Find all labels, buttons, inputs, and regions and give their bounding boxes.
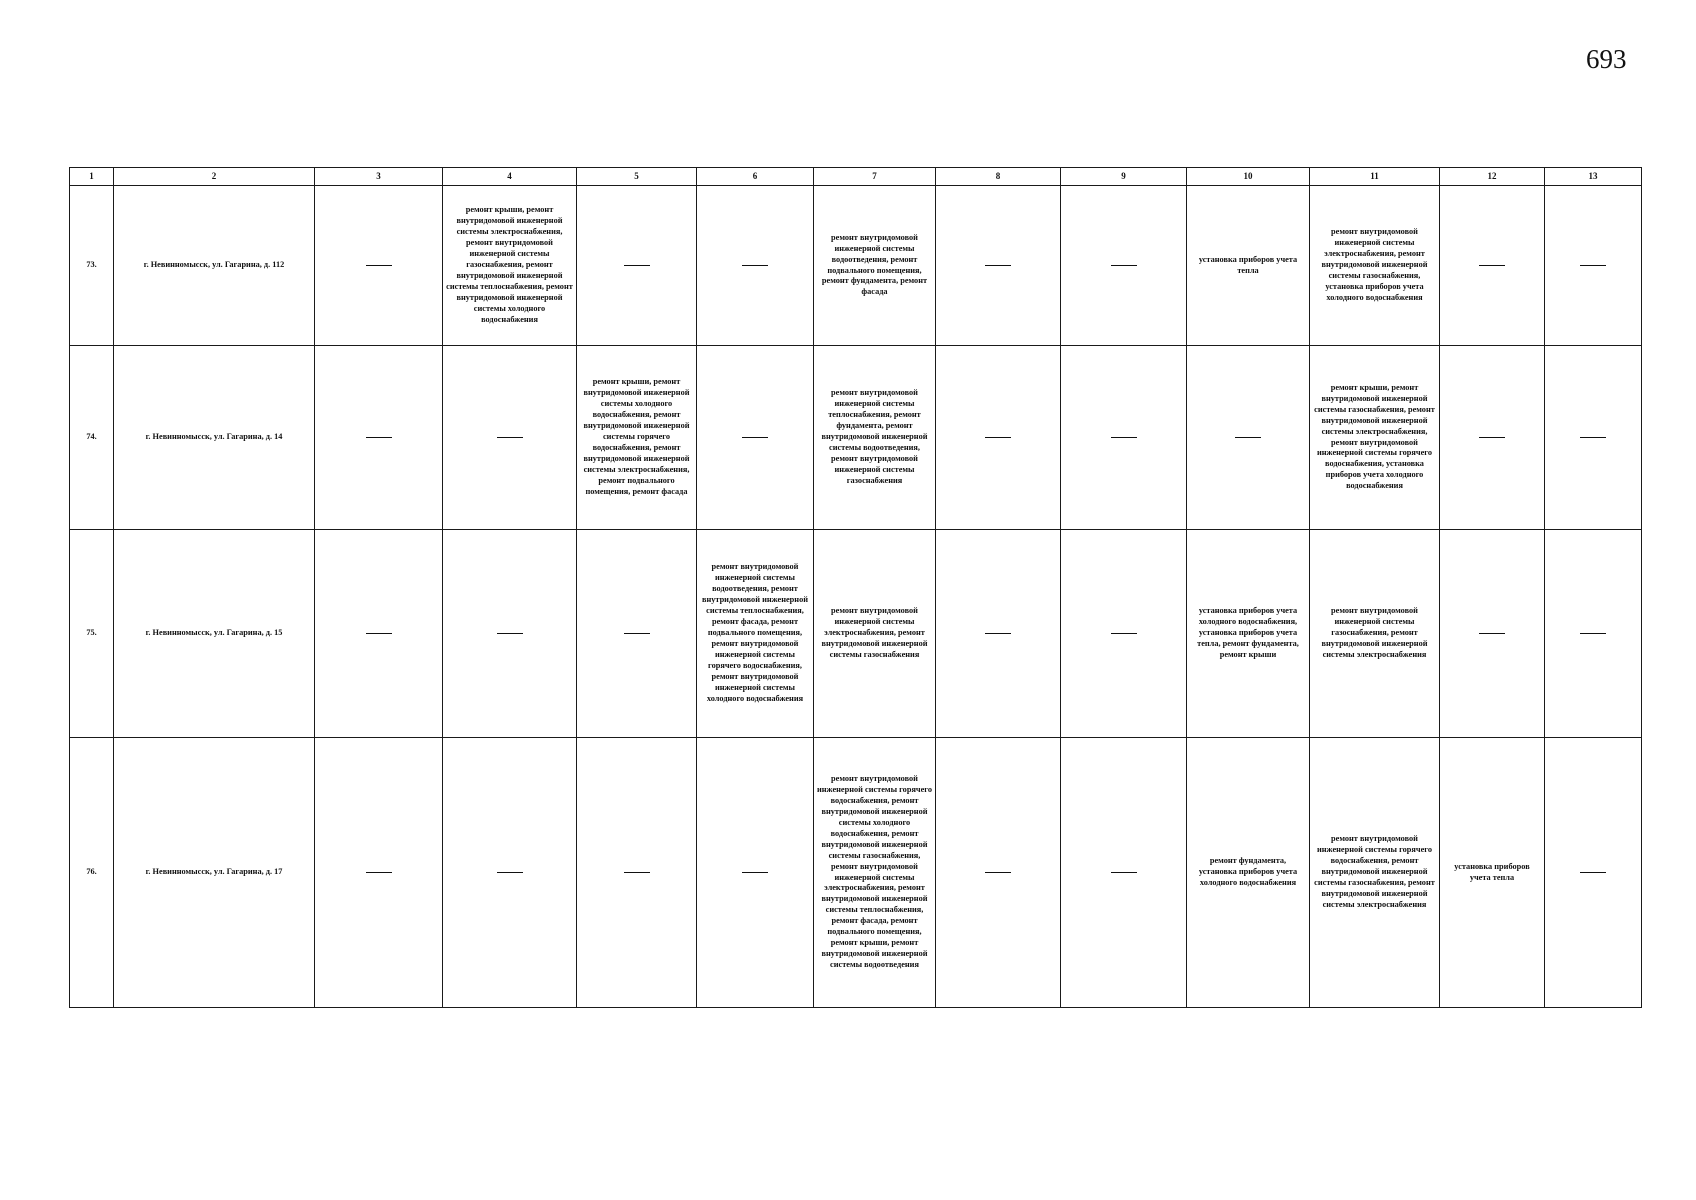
- dash-cell: [936, 530, 1061, 738]
- row-number: 74.: [70, 346, 114, 530]
- dash-cell: [1061, 186, 1187, 346]
- dash-mark: [742, 437, 768, 438]
- row-number: 76.: [70, 738, 114, 1008]
- address-cell: г. Невинномысск, ул. Гагарина, д. 112: [114, 186, 315, 346]
- address-cell: г. Невинномысск, ул. Гагарина, д. 14: [114, 346, 315, 530]
- dash-cell: [1061, 346, 1187, 530]
- column-header: 12: [1440, 168, 1545, 186]
- dash-mark: [1580, 633, 1606, 634]
- dash-mark: [1580, 872, 1606, 873]
- dash-cell: [577, 530, 697, 738]
- works-cell: ремонт внутридомовой инженерной системы газоснабжения, ремонт внутридомовой инженерной системы электроснабжения: [1310, 530, 1440, 738]
- column-header: 2: [114, 168, 315, 186]
- dash-cell: [443, 346, 577, 530]
- works-cell: ремонт внутридомовой инженерной системы теплоснабжения, ремонт фундамента, ремонт внутридомовой инженерной системы водоотведения, ремонт внутридомовой инженерной системы газоснабжения: [814, 346, 936, 530]
- dash-mark: [1235, 437, 1261, 438]
- dash-mark: [366, 265, 392, 266]
- table-row: [70, 186, 1642, 346]
- dash-cell: [1440, 186, 1545, 346]
- works-cell: ремонт внутридомовой инженерной системы водоотведения, ремонт подвального помещения, ремонт фундамента, ремонт фасада: [814, 186, 936, 346]
- dash-cell: [577, 186, 697, 346]
- works-cell: установка приборов учета холодного водоснабжения, установка приборов учета тепла, ремонт фундамента, ремонт крыши: [1187, 530, 1310, 738]
- dash-mark: [497, 872, 523, 873]
- dash-cell: [1440, 530, 1545, 738]
- dash-cell: [1545, 738, 1642, 1008]
- dash-mark: [366, 437, 392, 438]
- page-number: 693: [1586, 44, 1627, 74]
- dash-mark: [624, 633, 650, 634]
- column-number-row: [70, 168, 1642, 186]
- dash-cell: [1061, 530, 1187, 738]
- dash-mark: [1479, 437, 1505, 438]
- dash-cell: [1187, 346, 1310, 530]
- column-header: 5: [577, 168, 697, 186]
- dash-cell: [936, 186, 1061, 346]
- works-cell: ремонт внутридомовой инженерной системы водоотведения, ремонт внутридомовой инженерной системы теплоснабжения, ремонт фасада, ремонт подвального помещения, ремонт внутридомовой инженерной системы горячего водоснабжения, ремонт внутридомовой инженерной системы холодного водоснабжения: [697, 530, 814, 738]
- column-header: 1: [70, 168, 114, 186]
- column-header: 10: [1187, 168, 1310, 186]
- works-cell: установка приборов учета тепла: [1187, 186, 1310, 346]
- works-cell: установка приборов учета тепла: [1440, 738, 1545, 1008]
- table-row: [70, 738, 1642, 1008]
- dash-cell: [936, 346, 1061, 530]
- works-cell: ремонт фундамента, установка приборов учета холодного водоснабжения: [1187, 738, 1310, 1008]
- column-header: 6: [697, 168, 814, 186]
- row-number: 75.: [70, 530, 114, 738]
- works-cell: ремонт крыши, ремонт внутридомовой инженерной системы холодного водоснабжения, ремонт внутридомовой инженерной системы горячего водоснабжения, ремонт внутридомовой инженерной системы электроснабжения, ремонт подвального помещения, ремонт фасада: [577, 346, 697, 530]
- column-header: 13: [1545, 168, 1642, 186]
- dash-cell: [315, 186, 443, 346]
- dash-mark: [1111, 872, 1137, 873]
- row-number: 73.: [70, 186, 114, 346]
- dash-mark: [624, 872, 650, 873]
- dash-mark: [1479, 633, 1505, 634]
- works-cell: ремонт внутридомовой инженерной системы электроснабжения, ремонт внутридомовой инженерной системы газоснабжения: [814, 530, 936, 738]
- table-row: [70, 346, 1642, 530]
- dash-mark: [742, 265, 768, 266]
- dash-mark: [1479, 265, 1505, 266]
- works-cell: ремонт внутридомовой инженерной системы электроснабжения, ремонт внутридомовой инженерной системы газоснабжения, установка приборов учета холодного водоснабжения: [1310, 186, 1440, 346]
- dash-cell: [1545, 530, 1642, 738]
- repair-schedule-table: [69, 167, 1642, 1008]
- dash-mark: [1580, 265, 1606, 266]
- dash-mark: [497, 633, 523, 634]
- works-cell: ремонт внутридомовой инженерной системы горячего водоснабжения, ремонт внутридомовой инженерной системы газоснабжения, ремонт внутридомовой инженерной системы электроснабжения: [1310, 738, 1440, 1008]
- dash-mark: [497, 437, 523, 438]
- dash-mark: [624, 265, 650, 266]
- dash-cell: [315, 346, 443, 530]
- dash-cell: [697, 186, 814, 346]
- table-row: [70, 530, 1642, 738]
- works-cell: ремонт внутридомовой инженерной системы горячего водоснабжения, ремонт внутридомовой инженерной системы холодного водоснабжения, ремонт внутридомовой инженерной системы газоснабжения, ремонт внутридомовой инженерной системы электроснабжения, ремонт внутридомовой инженерной системы теплоснабжения, ремонт фасада, ремонт подвального помещения, ремонт крыши, ремонт внутридомовой инженерной системы водоотведения: [814, 738, 936, 1008]
- dash-mark: [985, 633, 1011, 634]
- dash-cell: [1545, 346, 1642, 530]
- address-cell: г. Невинномысск, ул. Гагарина, д. 17: [114, 738, 315, 1008]
- dash-mark: [366, 872, 392, 873]
- dash-cell: [1545, 186, 1642, 346]
- column-header: 7: [814, 168, 936, 186]
- column-header: 3: [315, 168, 443, 186]
- dash-mark: [1111, 265, 1137, 266]
- column-header: 4: [443, 168, 577, 186]
- dash-mark: [1580, 437, 1606, 438]
- dash-cell: [315, 738, 443, 1008]
- dash-cell: [315, 530, 443, 738]
- dash-cell: [697, 346, 814, 530]
- dash-cell: [577, 738, 697, 1008]
- dash-cell: [443, 738, 577, 1008]
- works-cell: ремонт крыши, ремонт внутридомовой инженерной системы электроснабжения, ремонт внутридомовой инженерной системы газоснабжения, ремонт внутридомовой инженерной системы теплоснабжения, ремонт внутридомовой инженерной системы холодного водоснабжения: [443, 186, 577, 346]
- works-cell: ремонт крыши, ремонт внутридомовой инженерной системы газоснабжения, ремонт внутридомовой инженерной системы электроснабжения, ремонт внутридомовой инженерной системы горячего водоснабжения, установка приборов учета холодного водоснабжения: [1310, 346, 1440, 530]
- dash-mark: [742, 872, 768, 873]
- dash-mark: [366, 633, 392, 634]
- column-header: 8: [936, 168, 1061, 186]
- dash-cell: [1061, 738, 1187, 1008]
- dash-cell: [936, 738, 1061, 1008]
- dash-mark: [985, 265, 1011, 266]
- dash-mark: [985, 872, 1011, 873]
- address-cell: г. Невинномысск, ул. Гагарина, д. 15: [114, 530, 315, 738]
- column-header: 11: [1310, 168, 1440, 186]
- column-header: 9: [1061, 168, 1187, 186]
- dash-cell: [697, 738, 814, 1008]
- dash-cell: [443, 530, 577, 738]
- dash-mark: [985, 437, 1011, 438]
- dash-cell: [1440, 346, 1545, 530]
- dash-mark: [1111, 437, 1137, 438]
- dash-mark: [1111, 633, 1137, 634]
